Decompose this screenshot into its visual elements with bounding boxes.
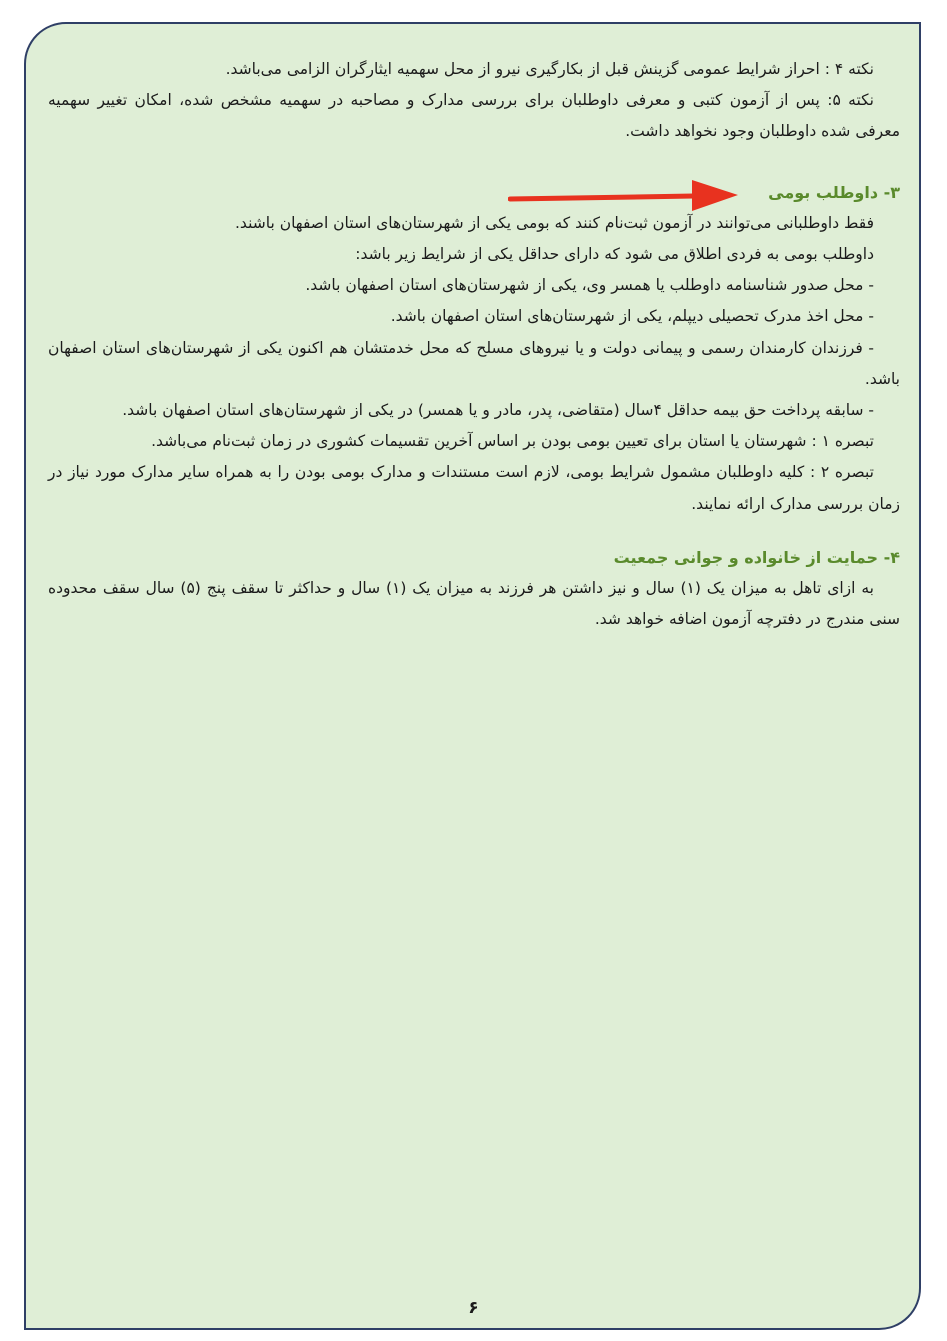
- spacer: [48, 148, 900, 177]
- document-body: [48, 54, 900, 635]
- spacer: [48, 520, 900, 542]
- remark-2: تبصره ۲ : کلیه داوطلبان مشمول شرایط بومی، لازم است مستندات و مدارک بومی بودن را به همراه سایر مدارک مورد نیاز در زمان بررسی مدارک ارائه نمایند.: [48, 463, 900, 513]
- note-4: نکته ۴ : احراز شرایط عمومی گزینش قبل از بکارگیری نیرو از محل سهمیه ایثارگران الزامی می‌باشد.: [225, 60, 874, 78]
- condition-item: - محل صدور شناسنامه داوطلب یا همسر وی، یکی از شهرستان‌های استان اصفهان باشد.: [305, 276, 874, 295]
- section-3-intro: فقط داوطلبانی می‌توانند در آزمون ثبت‌نام کنند که بومی یکی از شهرستان‌های استان اصفهان باشند.: [235, 213, 874, 232]
- section-3-definition: داوطلب بومی به فردی اطلاق می شود که دارای حداقل یکی از شرایط زیر باشد:: [355, 245, 874, 264]
- page-number: ۶: [468, 1298, 479, 1318]
- condition-item: - فرزندان کارمندان رسمی و پیمانی دولت و یا نیروهای مسلح که محل خدمتشان هم اکنون یکی از شهرستان‌های استان اصفهان باشد.: [48, 338, 900, 388]
- section-4-heading: ۴- حمایت از خانواده و جوانی جمعیت: [613, 547, 900, 567]
- section-3-heading: ۳- داوطلب بومی: [768, 182, 900, 202]
- red-arrow-annotation: [508, 178, 740, 218]
- remark-1: تبصره ۱ : شهرستان یا استان برای تعیین بومی بودن بر اساس آخرین تقسیمات کشوری در زمان ثبت‌نام می‌باشد.: [151, 432, 874, 451]
- condition-item: - محل اخذ مدرک تحصیلی دیپلم، یکی از شهرستان‌های استان اصفهان باشد.: [390, 307, 874, 326]
- note-5: نکته ۵: پس از آزمون کتبی و معرفی داوطلبان برای بررسی مدارک و مصاحبه در سهمیه مشخص شده، امکان تغییر سهمیه معرفی شده داوطلبان وجود نخواهد داشت.: [48, 91, 900, 141]
- condition-item: - سابقه پرداخت حق بیمه حداقل ۴سال (متقاضی، پدر، مادر و یا همسر) در یکی از شهرستان‌های استان اصفهان باشد.: [122, 401, 874, 420]
- section-4-body: به ازای تاهل به میزان یک (۱) سال و نیز داشتن هر فرزند به میزان یک (۱) سال و حداکثر تا سقف پنج (۵) سال سقف محدوده سنی مندرج در دفترچه آزمون اضافه خواهد شد.: [48, 579, 900, 629]
